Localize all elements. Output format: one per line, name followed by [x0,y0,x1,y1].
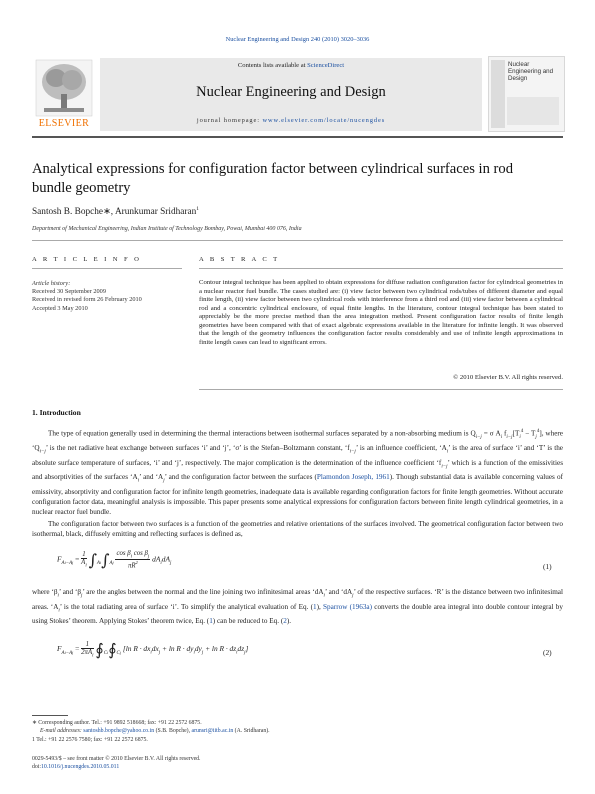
history-heading: Article history: [32,280,71,287]
section-rule [32,240,563,241]
eq-body: ] [245,644,249,654]
eq-tail: dA [161,554,170,564]
elsevier-wordmark: ELSEVIER [38,118,90,129]
article-history [32,280,142,313]
header-rule [32,136,563,138]
affiliation: Department of Mechanical Engineering, Indian Institute of Technology Bombay, Powai, Mumbai 400 076, India [32,226,302,232]
email-label: E-mail addresses: [40,728,82,734]
homepage-prefix: journal homepage: [196,117,260,124]
doi-line [32,764,119,772]
eq-body: + ln R · dz [203,644,237,654]
abstract-bottom-rule [199,389,563,390]
text-run: ’ is the net radiative heat exchange between surfaces ‘i’ and ‘j’, ‘σ’ is the Stefan–Boltzmann constant, ‘f [45,444,350,453]
footnote-corresponding: ∗ Corresponding author. Tel.: +91 9892 518668; fax: +91 22 2572 6875. [32,720,202,726]
footnote-1: 1 Tel.: +91 22 2576 7580; fax: +91 22 2572 6875. [32,737,148,743]
doi-link[interactable]: 10.1016/j.nucengdes.2010.05.011 [41,764,120,770]
eq-body: [ln R · dx [122,644,151,654]
eq-body: dy [194,644,202,654]
eq-den: πR [127,562,136,570]
footnote-rule [32,715,68,716]
text-run: where ‘β [32,588,58,596]
revised-date: Received in revised form 26 February 2010 [32,296,142,304]
eq-num: 1 [81,641,93,649]
abstract-heading: A B S T R A C T [199,256,280,263]
text-run: ’ is an influence coefficient, ‘A [355,444,447,453]
email-owner-2: (A. Sridharan). [233,728,270,734]
journal-reference[interactable]: Nuclear Engineering and Design 240 (2010) 3020–3036 [225,36,370,43]
text-run: ’ of the respective surfaces. ‘R’ is the distance between two infinitesimal areas. ‘A [32,588,563,611]
authors [32,206,199,217]
doi-label: doi: [32,764,42,770]
copyright-notice: © 2010 Elsevier B.V. All rights reserved. [453,374,563,381]
sciencedirect-link[interactable]: ScienceDirect [307,62,345,69]
text-run: ). [286,617,292,626]
intro-paragraph-1: The type of equation generally used in determining the thermal interactions between isothermal surfaces separated by a non-absorbing medium is $Q_{i-j} = \sigma$ $A_i$ $f_{i-j}[T_i^4 - T_j^4]$, where ‘$Q_{i-j}$’ is the net radiative heat exchange between surfaces ‘i’ and ‘j’, ‘σ’ is the Stefan–Boltzmann constant, ‘$f_{i-j}$’ is an influence coefficient, ‘$A_i$’ is the area of surface ‘i’ and ‘T’ is the absolute surface temperature of surfaces, ‘i’ and ‘j’, respectively. The major complication is the determination of the influence coefficient ‘$f_{i-j}$’ which is a function of the emissivities and absorptivities of the surfaces ‘$A_i$’ and ‘$A_j$’ and the configuration factor between the surfaces (Plamondon Joseph, 1961). Though substantial data is available concerning values of emissivity, absorptivity and configuration factor for infinite length geometries, inadequate data is available regarding configuration factors for finite length geometries. Without accurate configuration factor data, meaningful analysis is impossible. This paper presents some analytical expressions for configuration factors between finite length cylindrical geometries, in a nuclear reactor fuel bundle. [32,429,564,517]
eq-tail: dA [152,554,161,564]
received-date: Received 30 September 2009 [32,288,106,296]
text-run: ) can be reduced to Eq. ( [212,617,284,626]
text-run: ’ and ‘β [58,588,82,596]
journal-title: Nuclear Engineering and Design [196,84,386,100]
text-run: = σ A [481,429,501,438]
text-run: ’ are the angles between the normal and the line joining two infinitesimal areas ‘dA [82,588,324,596]
equation-1: $F_{Ai-Aj}$ = $\frac{1}{A_i}$ $\int_{Ai}\int_{Aj}$ $\frac{\cos \beta_i \cos \beta_j}{\pi R^2}$ $dA_idA_j$ [57,550,172,570]
journal-homepage [100,117,482,124]
article-title: Analytical expressions for configuration factor between cylindrical surfaces in rod bundle geometry [32,161,514,196]
equation-link-1b[interactable]: 1 [209,617,213,626]
eq-body: dx [151,644,159,654]
text-run: [T [512,429,520,438]
equation-link-2[interactable]: 2 [283,617,287,626]
text-run: ’ is the area of surface ‘i’ and ‘T’ is the absolute surface temperature of surfaces, ‘i’ and ‘j’, respectively. The major complication is the determination of the influence coefficient ‘f [32,444,563,467]
text-run: f [502,429,507,438]
text-run: ’ and ‘A [139,473,164,482]
eq-den: A [81,559,86,567]
article-info-rule [32,268,182,269]
footnote-emails [32,728,571,736]
eq-den: 2πA [81,648,93,656]
intro-paragraph-2 [32,519,563,539]
issn-line: 0029-5493/$ – see front matter © 2010 Elsevier B.V. All rights reserved. [32,756,201,762]
eq-symbol: F [57,644,62,654]
text-run: ’ and ‘dA [324,588,353,596]
citation-sparrow[interactable]: Sparrow (1963a) [323,602,373,611]
article-info-heading: A R T I C L E I N F O [32,256,142,263]
text-run: converts the double area integral into double contour integral by using Stokes’ theorem. Applying Stokes’ theorem twice, Eq. ( [32,602,563,626]
equation-link-1[interactable]: 1 [313,602,317,611]
email-link-bopche[interactable]: santoshb.bopche@yahoo.co.in [83,728,155,734]
text-run: ’ and the configuration factor between the surfaces ( [164,473,317,482]
contents-prefix: Contents lists available at [237,62,306,69]
intro-paragraph-3: where ‘$\beta_i$’ and ‘$\beta_j$’ are the angles between the normal and the line joining two infinitesimal areas ‘$dA_i$’ and ‘$dA_j$’ of the respective surfaces. ‘R’ is the distance between two infinitesimal areas. ‘$A_i$’ is the total radiating area of surface ‘i’. To simplify the analytical evaluation of Eq. (1), Sparrow (1963a) converts the double area integral into double contour integral by using Stokes’ theorem. Applying Stokes’ theorem twice, Eq. (1) can be reduced to Eq. (2). [32,588,563,626]
author-footnote-mark[interactable]: 1 [196,206,200,212]
eq-body: + ln R · dy [160,644,194,654]
text-run: ’ is the total radiating area of surface ‘i’. To simplify the analytical evaluation of Eq. ( [59,602,313,611]
contents-line [100,62,482,69]
equation-1-number: (1) [543,562,552,571]
text-run: ’ which is a function of the emissivities and absorptivities of the surfaces ‘A [32,458,564,482]
text-run: ). Though substantial data is available concerning values of emissivity, absorptivity and configuration factor for infinite length geometries, inadequate data is available regarding configuration factors for finite length geometries. Without accurate configuration factor data, meaningful analysis is impossible. This paper presents some analytical expressions for configuration factors between finite length cylindrical geometries, in a nuclear reactor fuel bundle. [32,473,563,517]
homepage-link[interactable]: www.elsevier.com/locate/nucengdes [262,117,386,124]
email-link-sridharan[interactable]: arunsri@iitb.ac.in [191,728,234,734]
equation-2-number: (2) [543,648,552,657]
author-names[interactable]: Santosh B. Bopche∗, Arunkumar Sridharan [32,207,197,218]
introduction-heading: 1. Introduction [32,408,81,417]
text-run: The configuration factor between two surfaces is a function of the geometries and relative orientations of the surfaces involved. The geometrical configuration factor between two isothermal, black, diffusely emitting and reflecting surfaces is defined as, [32,520,563,539]
text-run: − T [523,429,536,438]
eq-body: dz [237,644,245,654]
email-owner-1: (S.B. Bopche), [154,728,192,734]
text-run: The type of equation generally used in determining the thermal interactions between isothermal surfaces separated by a non-absorbing medium is Q [48,429,476,438]
eq-symbol: F [57,554,62,564]
text-run: ), [316,602,324,611]
text-run: ], where ‘Q [32,429,563,453]
citation-plamondon[interactable]: Plamondon Joseph, 1961 [316,473,390,482]
abstract-rule [199,268,563,269]
accepted-date: Accepted 3 May 2010 [32,304,88,312]
equation-2: $F_{Ai-Aj}$ = $\frac{1}{2\pi A_i}$ $∮_{Ci}∮_{Cj}$ [ln $R \cdot dx_idx_j + \ln R \cdot dy_idy_j + \ln R \cdot dz_idz_j$] [57,640,249,659]
eq-num: cos β [132,550,148,557]
abstract-text: Contour integral technique has been applied to obtain expressions for diffuse radiation configuration factor for cylindrical geometries in a nuclear reactor fuel bundle. The cases studied are: (i) view factor between two cylindrical rods/tubes of different diameter and equal finite length, (ii) view factor between two cylindrical rods with interference from a third rod and (iii) view factor between a cylindrical rod and a concentric cylindrical enclosure, of equal finite lengths. In the literature, contour integral technique has been stated to appreciably be the more precise method than the area integration method. Present configuration factor results of finite length geometries have been compared with that of exact algebraic expressions available in the literature for infinite length. It was observed that the length of the geometry influences the configuration factor results considerably and use of infinite length approximations in finite length cases can lead to significant errors. [199,279,563,346]
eq-num: 1 [82,551,86,559]
eq-num: cos β [116,550,131,557]
cover-title: Nuclear Engineering and Design [508,61,554,82]
